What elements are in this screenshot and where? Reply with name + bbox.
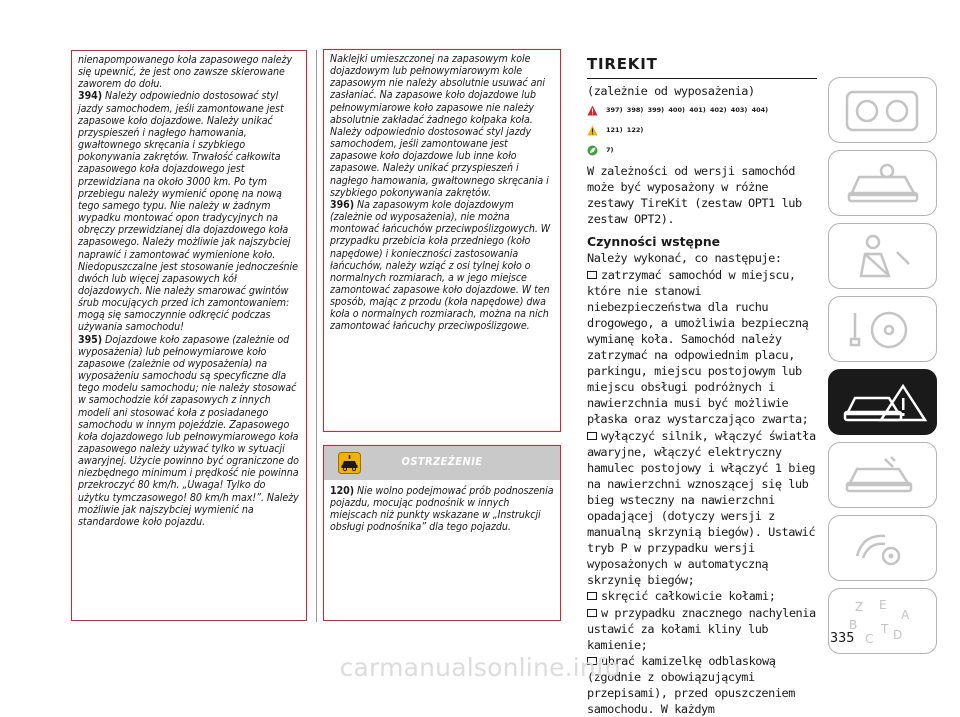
car-maintenance-icon: [829, 443, 938, 509]
intro-paragraph: W zależności od wersji samochód może być wyposażony w różne zestawy TireKit (zestaw OPT1 lub zestaw OPT2).: [587, 164, 802, 227]
caution-refs-row: [587, 121, 819, 139]
section-title: TIREKIT: [587, 55, 817, 79]
environment-refs-row: [587, 141, 819, 159]
bullet-box-icon: [587, 432, 597, 440]
danger-triangle-icon: [587, 105, 598, 116]
step-3-text: skręcić całkowicie kołami;: [601, 589, 776, 604]
caution-refs: 121) 122): [606, 126, 644, 135]
tab-maintenance[interactable]: [828, 442, 937, 508]
mid-notes-box: [323, 49, 561, 432]
note-395-text: Dojazdowe koło zapasowe (zależnie od wyposażenia) lub pełnowymiarowe koło zapasowe (zależnie od wyposażenia) na wyposażeniu samochodu są specyficzne dla tego modelu samochodu; nie należy stosować w samochodzie kół zapasowych z innych modeli ani stosować koła z posiadanego samochodu w innym pojeździe. Zapasowego koła dojazdowego lub pełnowymiarowego koła zapasowego należy używać tylko w sytuacji awaryjnej. Użycie powinno być ograniczone do niezbędnego minimum i prędkość nie powinna przekroczyć 80 km/h. „Uwaga! Tylko do użytku tymczasowego! 80 km/h max!”. Należy możliwie jak najszybciej wymienić na standardowe koło pojazdu.: [78, 333, 299, 528]
index-letter-e: E: [879, 598, 887, 612]
bullet-box-icon: [587, 592, 597, 600]
index-letter-c: C: [865, 632, 874, 646]
warning-box: [323, 445, 561, 621]
tab-driving[interactable]: [828, 296, 937, 362]
step-1-text: zatrzymać samochód w miejscu, które nie stanowi niebezpieczeństwa dla ruchu drogowego, a umożliwia bezpieczną wymianę koła. Samochód należy zatrzymać na odpowiednim placu, parkingu, miejscu postojowym lub miejscu obsługi podróżnych i nawierzchnia musi być możliwie płaska oraz wystarczająco zwarta;: [587, 267, 809, 427]
tab-safety[interactable]: [828, 223, 937, 289]
steps-lead: Należy wykonać, co następuje:: [587, 251, 782, 266]
subsection-title: Czynności wstępne: [587, 234, 721, 250]
step-4: [587, 605, 819, 653]
car-controls-icon: [829, 151, 938, 217]
danger-refs: 397) 398) 399) 400) 401) 402) 403) 404): [606, 106, 769, 115]
mid-intro: Naklejki umieszczonej na zapasowym kole dojazdowym lub pełnowymiarowym kole zapasowym nie należy absolutnie usuwać ani zasłaniać. Na zapasowe koło dojazdowe lub pełnowymiarowe koło zapasowe nie należy absolutnie zakładać żadnego kołpaka koła. Należy odpowiednio dostosować styl jazdy samochodem, jeśli zamontowane jest zapasowe koło dojazdowe lub inne koło zapasowe. Należy unikać przyspieszeń i nagłego hamowania, gwałtownego skręcania i szybkiego pokonywania zakrętów.: [330, 53, 549, 199]
note-120-text: Nie wolno podejmować prób podnoszenia pojazdu, mocując podnośnik w innych miejscach niż punkty wskazane w „Instrukcji obsługi podnośnika” dla tego pojazdu.: [330, 485, 554, 534]
step-2: [587, 428, 819, 589]
tirekit-section: [587, 55, 819, 717]
step-5-text: ubrać kamizelkę odblaskową (zgodnie z obowiązującymi przepisami), przed opuszczeniem samochodu. W każdym: [587, 653, 795, 717]
section-subtitle: (zależnie od wyposażenia): [587, 84, 755, 98]
page-number: 335: [830, 630, 855, 646]
note-395-number: 395): [78, 333, 103, 346]
warning-header: [324, 446, 560, 480]
step-3: [587, 588, 819, 604]
watermark: carmanualsonline.info: [339, 653, 621, 682]
index-letter-t: T: [881, 622, 889, 636]
note-394-number: 394): [78, 90, 103, 103]
tab-multimedia[interactable]: [828, 515, 937, 581]
step-2-text: wyłączyć silnik, włączyć światła awaryjne, włączyć elektryczny hamulec postojowy i włączyć 1 bieg na nawierzchni wznoszącej się lub bieg wsteczny na nawierzchni opadającej (dotyczy wersji z manualną skrzynią biegów). Ustawić tryb P w przypadku wersji wyposażonych w automatyczną skrzynię biegów;: [587, 428, 816, 588]
column-divider: [316, 50, 317, 622]
note-396: [330, 199, 554, 333]
step-1: [587, 267, 819, 428]
note-120-number: 120): [330, 485, 355, 497]
step-4-text: w przypadku znacznego nachylenia ustawić za kołami kliny lub kamienie;: [587, 605, 816, 652]
danger-refs-row: [587, 101, 819, 119]
tab-emergency[interactable]: [828, 369, 937, 435]
environment-leaf-icon: [587, 145, 598, 156]
index-letter-b: B: [849, 618, 858, 632]
steering-wheel-icon: [829, 297, 938, 363]
note-394-text: Należy odpowiednio dostosować styl jazdy samochodem, jeśli zamontowane jest zapasowe koło dojazdowe. Należy unikać przyspieszeń i nagłego hamowania, gwałtownego skręcania i szybkiego pokonywania zakrętów. Trwałość całkowita zapasowego koła dojazdowego jest przewidziana na około 3000 km. Po tym przebiegu należy wymienić oponę na nową tego samego typu. Nie należy w żadnym wypadku montować opon tradycyjnych na obręczy przewidzianej dla dojazdowego koła zapasowego. Należy możliwie jak najszybciej naprawić i zamontować wymienione koło. Niedopuszczalne jest stosowanie jednocześnie dwóch lub więcej zapasowych kół dojazdowych. Nie należy smarować gwintów śrub mocujących przed ich zamontowaniem: mogą się samoczynnie odkręcić podczas używania samochodu!: [78, 90, 298, 334]
multimedia-icon: [829, 516, 938, 582]
note-396-text: Na zapasowym kole dojazdowym (zależnie od wyposażenia), nie można montować łańcuchów przeciwpoślizgowych. W przypadku przebicia koła przedniego (koło napędowe) i konieczności zastosowania łańcuchów, należy wziąć z osi tylnej koło o normalnych rozmiarach, a w jego miejsce zamontować zapasowe koło dojazdowe. W ten sposób, mając z przodu (koła napędowe) dwa koła o normalnych rozmiarach, można na nich zamontować łańcuchy przeciwpoślizgowe.: [330, 198, 551, 333]
dashboard-icon: [829, 78, 938, 144]
seatbelt-icon: [829, 224, 938, 290]
left-notes-box: [71, 50, 307, 621]
note-394: [78, 90, 300, 333]
emergency-breakdown-icon: [829, 370, 938, 436]
environment-refs: 7): [606, 146, 614, 155]
note-120: [330, 485, 554, 534]
tab-controls[interactable]: [828, 150, 937, 216]
note-396-number: 396): [330, 198, 355, 211]
bullet-box-icon: [587, 609, 597, 617]
index-letter-z: Z: [855, 600, 864, 614]
bullet-box-icon: [587, 271, 597, 279]
note-395: [78, 334, 300, 529]
left-intro: nienapompowanego koła zapasowego należy się upewnić, że jest ono zawsze skierowane zaworem do dołu.: [78, 54, 293, 91]
caution-triangle-icon: [587, 125, 598, 136]
index-letter-d: D: [893, 628, 903, 642]
tab-dashboard[interactable]: [828, 77, 937, 143]
index-letter-a: A: [901, 608, 910, 622]
warning-title: OSTRZEŻENIE: [401, 455, 483, 468]
warning-body: [324, 480, 560, 534]
